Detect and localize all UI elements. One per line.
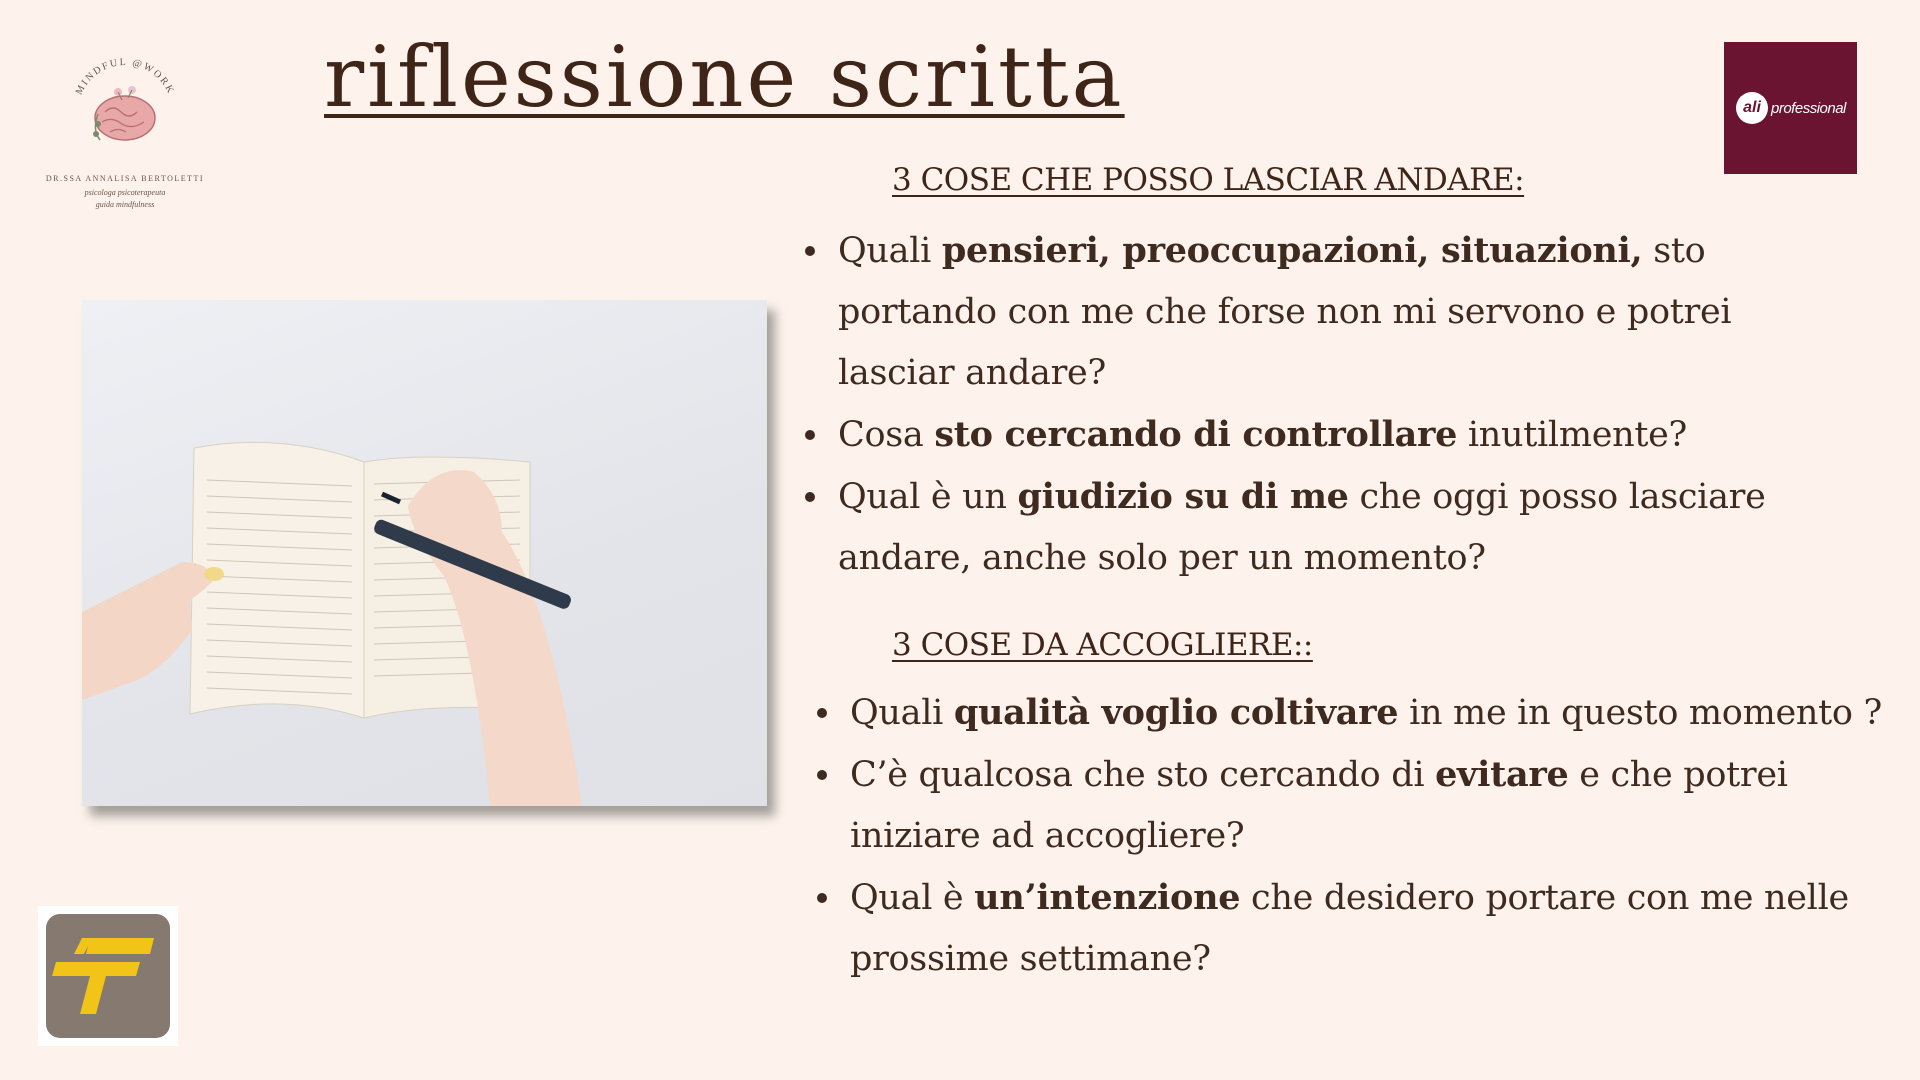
f-glyph-icon: [46, 914, 170, 1038]
f-app-icon: [38, 906, 178, 1046]
ali-logo-word: professional: [1771, 100, 1846, 117]
svg-text:MINDFUL @WORK: [74, 57, 177, 97]
list-item: [814, 744, 1894, 867]
section-heading-let-go: 3 COSE CHE POSSO LASCIAR ANDARE:: [892, 162, 1525, 198]
item-emphasis: pensieri, preoccupazioni, situazioni,: [941, 230, 1643, 271]
item-text: e che potrei iniziare ad accogliere?: [850, 755, 1788, 856]
item-emphasis: sto cercando di controllare: [934, 414, 1458, 455]
mindful-at-work-logo: [40, 50, 210, 220]
item-text: in me in questo momento ?: [1398, 693, 1882, 733]
item-text: Qual è un: [838, 477, 1018, 517]
ali-professional-logo: [1724, 42, 1857, 174]
notebook-illustration: [82, 300, 767, 806]
item-text: inutilmente?: [1457, 415, 1688, 455]
item-text: Qual è: [850, 878, 975, 918]
logo-arc-text: MINDFUL @WORK: [73, 56, 177, 97]
list-item: [802, 220, 1802, 404]
logo-signature-role: psicologa psicoterapeuta: [84, 188, 166, 197]
logo-signature-subrole: guida mindfulness: [95, 200, 155, 209]
item-emphasis: evitare: [1435, 754, 1569, 795]
item-text: C’è qualcosa che sto cercando di: [850, 755, 1436, 795]
item-emphasis: un’intenzione: [974, 877, 1241, 918]
section-heading-welcome: 3 COSE DA ACCOGLIERE::: [892, 627, 1313, 663]
item-emphasis: qualità voglio coltivare: [953, 692, 1399, 733]
list-item: [814, 682, 1894, 744]
brain-flower-icon: [60, 50, 190, 160]
logo-signature-name: DR.SSA ANNALISA BERTOLETTI: [45, 174, 205, 183]
item-emphasis: giudizio su di me: [1017, 476, 1349, 517]
item-text: Quali: [838, 231, 942, 271]
item-text: che desidero portare con me nelle prossime settimane?: [850, 878, 1849, 979]
item-text: Cosa: [838, 415, 935, 455]
let-go-question-list: [802, 220, 1802, 589]
item-text: sto portando con me che forse non mi servono e potrei lasciar andare?: [838, 231, 1732, 393]
list-item: [814, 867, 1894, 990]
ali-logo-mark: ali: [1736, 92, 1768, 124]
notebook-writing-photo: [82, 300, 767, 806]
page-title: riflessione scritta: [324, 28, 1125, 126]
item-text: che oggi posso lasciare andare, anche solo per un momento?: [838, 477, 1766, 578]
list-item: [802, 466, 1802, 589]
welcome-question-list: [814, 682, 1894, 990]
list-item: [802, 404, 1802, 466]
item-text: Quali: [850, 693, 954, 733]
